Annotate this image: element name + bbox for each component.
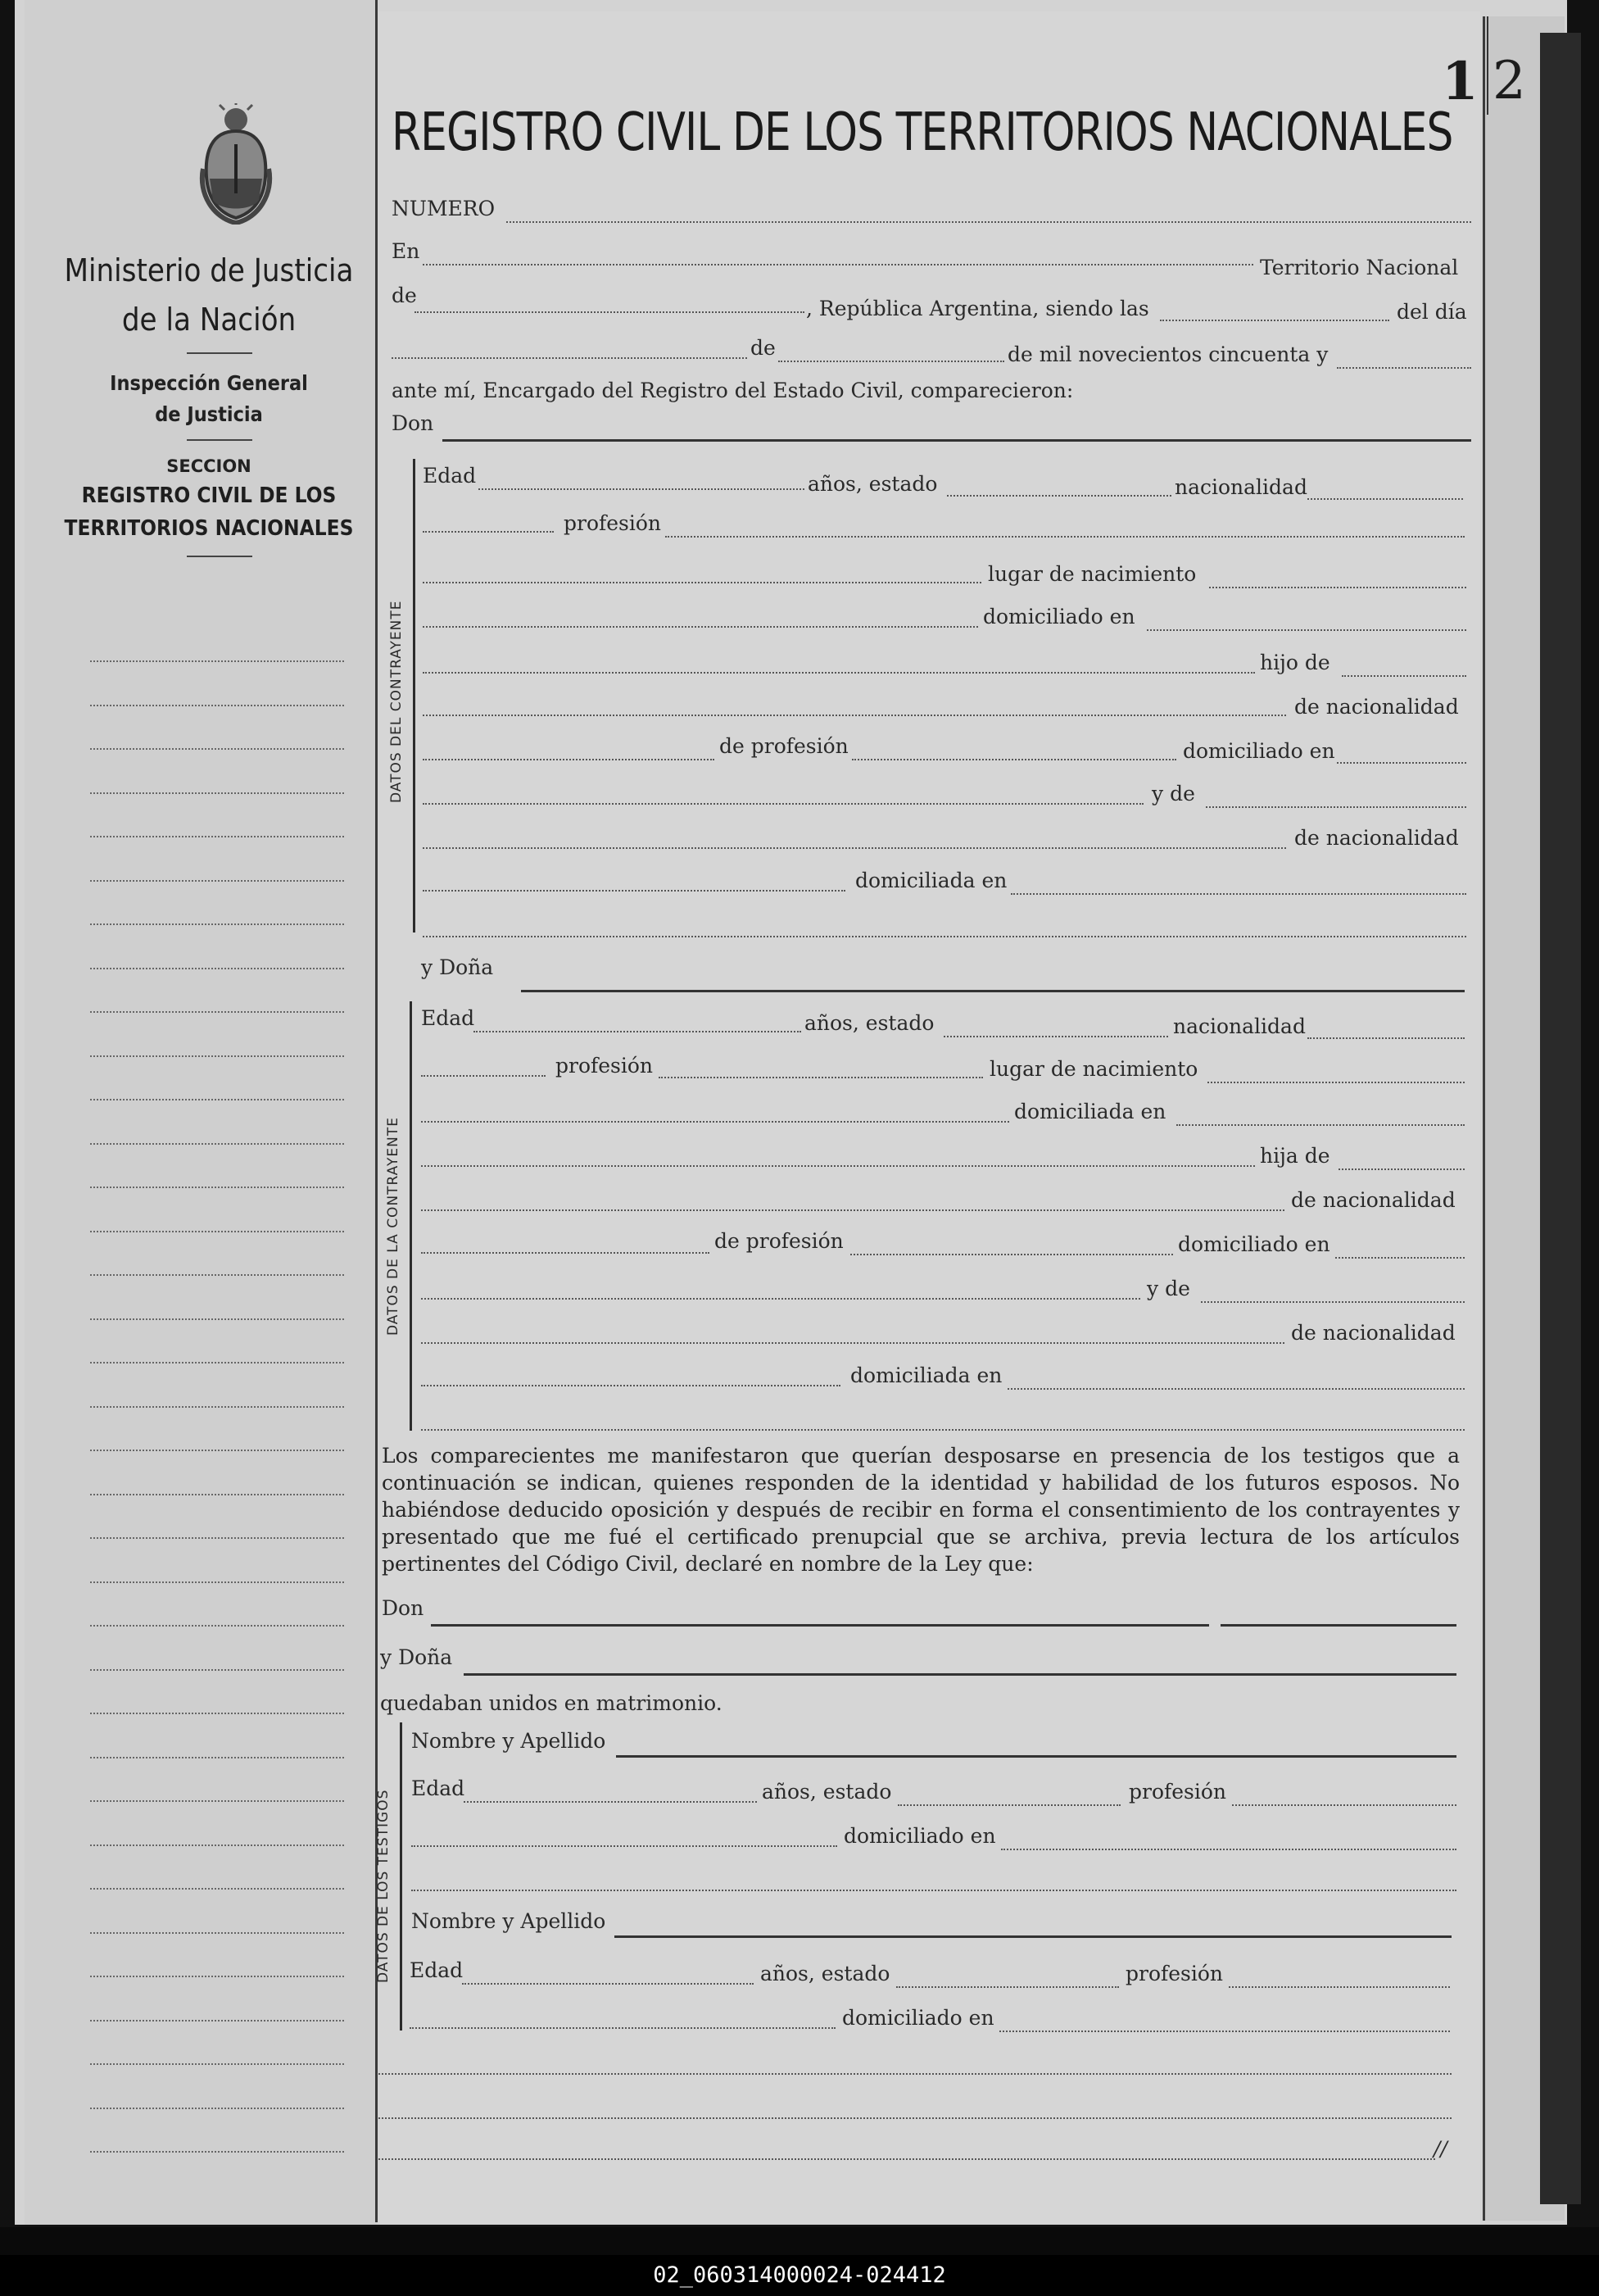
witness1-edad-field[interactable] [464, 1801, 757, 1803]
bride-nacionalidad-label: nacionalidad [1173, 1014, 1306, 1038]
witness2-dom-pre-field[interactable] [410, 2027, 836, 2029]
section-name-line2: TERRITORIOS NACIONALES [64, 516, 354, 541]
sidebar-note-line[interactable] [90, 968, 344, 969]
groom-nacionalidad-field[interactable] [1307, 498, 1463, 500]
sidebar-note-line[interactable] [90, 1274, 344, 1276]
bride-padre-prof-field[interactable] [850, 1254, 1173, 1255]
witness-side-label: DATOS DE LOS TESTIGOS [375, 1789, 392, 1983]
witness2-profesion-label: profesión [1126, 1962, 1224, 1985]
sidebar-rule [187, 439, 252, 441]
page-number-part-a: 1 [1442, 51, 1479, 112]
declaration-paragraph: Los comparecientes me manifestaron que querían desposarse en presencia de los testigos que a continuación se indican, quienes responden de la identidad y habilidad de los futuros esposos. No habiéndose deducido oposición y después de recibir en forma el consentimiento de los contrayentes y presentado que me fué el certificado prenupcial que se archiva, previa lectura de los artículos pertinentes del Código Civil, declaré en nombre de la Ley que: [382, 1444, 1460, 1576]
groom-lugar-field[interactable] [1209, 587, 1466, 588]
sidebar-note-line[interactable] [90, 1362, 344, 1364]
bride-lugar-label: lugar de nacimiento [990, 1057, 1198, 1081]
hora-field[interactable] [1160, 320, 1389, 321]
witness1-nombre-label: Nombre y Apellido [411, 1729, 606, 1753]
witness2-edad-field[interactable] [462, 1983, 754, 1985]
closing-line-1[interactable] [378, 2073, 1452, 2075]
sidebar-note-line[interactable] [90, 1143, 344, 1145]
sidebar-note-line[interactable] [90, 836, 344, 837]
witness1-dom-pre-field[interactable] [411, 1845, 837, 1847]
bride-padre-dom2-field[interactable] [421, 1298, 1140, 1300]
groom-domiciliada-label: domiciliada en [855, 869, 1008, 892]
groom-extra-field[interactable] [423, 936, 1466, 937]
bride-padre-dom-field[interactable] [1335, 1257, 1465, 1259]
bride-domicilio-field[interactable] [1176, 1124, 1465, 1126]
sidebar-note-line[interactable] [90, 660, 344, 662]
numero-label: NUMERO [392, 197, 496, 220]
sidebar-note-line[interactable] [90, 1231, 344, 1232]
witness1-domiciliado-label: domiciliado en [844, 1824, 996, 1848]
decl-don-label: Don [382, 1596, 424, 1620]
don-label: Don [392, 411, 434, 435]
bride-estado-field[interactable] [944, 1036, 1168, 1037]
closing-line-2[interactable] [378, 2117, 1452, 2119]
bride-nacionalidad-field[interactable] [1307, 1037, 1465, 1039]
bride-anos-estado-label: años, estado [804, 1011, 935, 1035]
ante-mi-text: ante mí, Encargado del Registro del Estado Civil, comparecieron: [392, 379, 1074, 402]
bride-nacionalidad1-label: de nacionalidad [1291, 1188, 1456, 1212]
sidebar-note-line[interactable] [90, 1494, 344, 1495]
sidebar-note-line[interactable] [90, 1537, 344, 1539]
coat-of-arms-emblem [195, 103, 277, 225]
groom-profesion-label: profesión [564, 511, 662, 535]
book-edge [1540, 33, 1581, 2204]
bride-profesion-field[interactable] [659, 1077, 983, 1078]
sidebar-note-line[interactable] [90, 1011, 344, 1013]
witness2-domiciliado-label: domiciliado en [842, 2006, 994, 2030]
sidebar-note-line[interactable] [90, 1055, 344, 1057]
sidebar-note-line[interactable] [90, 2151, 344, 2153]
groom-profesion-field[interactable] [665, 536, 1465, 538]
witness2-dom-field[interactable] [999, 2031, 1450, 2032]
bride-nacionalidad2-label: de nacionalidad [1291, 1321, 1456, 1345]
bride-profesion-label: profesión [555, 1054, 654, 1078]
sidebar-note-line[interactable] [90, 1625, 344, 1627]
anio-field[interactable] [1337, 367, 1471, 369]
page-number-part-b: 2 [1493, 51, 1526, 111]
sidebar-note-line[interactable] [90, 1976, 344, 1977]
footer-image-id: 02_060314000024-024412 [0, 2255, 1599, 2296]
bride-y-dona-label: y Doña [421, 955, 494, 979]
groom-hijo-pre-field[interactable] [423, 672, 1255, 674]
territorio-label: Territorio Nacional [1260, 256, 1459, 279]
groom-hijo-field[interactable] [1342, 675, 1466, 677]
numero-field[interactable] [506, 221, 1471, 223]
sidebar-rule [187, 556, 252, 557]
inspection-line2: de Justicia [155, 402, 263, 426]
bride-lugar-field[interactable] [1207, 1082, 1465, 1083]
sidebar-note-line[interactable] [90, 2020, 344, 2021]
groom-nacionalidad2-label: de nacionalidad [1294, 826, 1459, 850]
section-name-line1: REGISTRO CIVIL DE LOS [81, 483, 337, 508]
witness1-profesion-field[interactable] [1232, 1804, 1456, 1806]
sidebar-note-line[interactable] [90, 792, 344, 794]
groom-edad-label: Edad [423, 464, 477, 488]
groom-bracket [413, 459, 420, 932]
sidebar-note-line[interactable] [90, 1845, 344, 1846]
witness1-anos-estado-label: años, estado [762, 1780, 892, 1804]
mes-field[interactable] [778, 361, 1004, 362]
sidebar-note-line[interactable] [90, 2063, 344, 2065]
groom-madre-dom-field[interactable] [1011, 893, 1466, 895]
bride-madre2-field[interactable] [421, 1342, 1284, 1344]
en-label: En [392, 239, 420, 263]
sidebar-rule [187, 352, 252, 354]
bride-padre-field[interactable] [421, 1209, 1284, 1211]
sidebar-note-line[interactable] [90, 748, 344, 750]
sidebar-note-line[interactable] [90, 880, 344, 882]
groom-padre-nac-field[interactable] [423, 759, 714, 760]
en-field[interactable] [423, 264, 1253, 265]
witness2-anos-estado-label: años, estado [760, 1962, 890, 1985]
witness2-edad-label: Edad [410, 1958, 464, 1982]
bride-hija-field[interactable] [1339, 1168, 1465, 1170]
groom-padre-field[interactable] [423, 715, 1286, 716]
decl-dona-field[interactable] [464, 1673, 1456, 1676]
groom-edad-field[interactable] [478, 488, 804, 490]
mil-novecientos-label: de mil novecientos cincuenta y [1008, 343, 1329, 366]
groom-estado-field[interactable] [947, 495, 1171, 497]
bride-madre-dom-field[interactable] [1008, 1388, 1465, 1390]
sidebar-note-line[interactable] [90, 1713, 344, 1714]
right-border [1483, 16, 1485, 2221]
sidebar-note-line[interactable] [90, 923, 344, 925]
sidebar-note-line[interactable] [90, 1406, 344, 1408]
dia-field[interactable] [392, 357, 747, 359]
witness1-nombre-field[interactable] [616, 1755, 1456, 1758]
groom-hijo-label: hijo de [1260, 651, 1330, 674]
bride-extra-field[interactable] [421, 1429, 1465, 1431]
sidebar-note-line[interactable] [90, 705, 344, 706]
groom-profesion-pre-field[interactable] [423, 531, 554, 533]
groom-nacionalidad1-label: de nacionalidad [1294, 695, 1459, 719]
ministry-name-line1: Ministerio de Justicia [64, 252, 354, 288]
bride-domiciliado-label: domiciliado en [1178, 1232, 1330, 1256]
don-name-field[interactable] [442, 439, 1471, 442]
bride-domiciliada-label: domiciliada en [1014, 1100, 1166, 1123]
witness2-profesion-field[interactable] [1229, 1986, 1450, 1988]
groom-y-de-label: y de [1152, 782, 1195, 805]
sidebar-note-line[interactable] [90, 1099, 344, 1100]
de-field[interactable] [414, 311, 804, 313]
bride-profesion-pre-field[interactable] [421, 1075, 546, 1077]
witness1-extra-field[interactable] [411, 1890, 1456, 1891]
de2-label: de [750, 336, 776, 360]
witness-bracket [400, 1722, 407, 2031]
sidebar-note-line[interactable] [90, 1669, 344, 1671]
witness2-nombre-field[interactable] [614, 1935, 1452, 1938]
groom-lugar-label: lugar de nacimiento [988, 562, 1197, 586]
sidebar-note-line[interactable] [90, 1800, 344, 1802]
witness2-estado-field[interactable] [896, 1986, 1119, 1988]
groom-nacionalidad-label: nacionalidad [1175, 475, 1307, 499]
bride-bracket [410, 1001, 417, 1431]
end-mark: // [1434, 2137, 1447, 2161]
groom-anos-estado-label: años, estado [808, 472, 938, 496]
decl-don-field-2[interactable] [1221, 1624, 1456, 1627]
republica-label: , República Argentina, siendo las [806, 297, 1149, 320]
sidebar-note-line[interactable] [90, 1450, 344, 1451]
sidebar-note-line[interactable] [90, 1187, 344, 1188]
bride-domiciliada2-label: domiciliada en [850, 1364, 1003, 1387]
bride-hija-pre-field[interactable] [421, 1165, 1255, 1167]
sidebar-note-line[interactable] [90, 2108, 344, 2109]
sidebar-note-line[interactable] [90, 1888, 344, 1890]
groom-side-label: DATOS DEL CONTRAYENTE [388, 600, 405, 803]
bride-side-label: DATOS DE LA CONTRAYENTE [385, 1117, 401, 1336]
bride-madre-nac-field[interactable] [421, 1385, 840, 1386]
bride-y-de-label: y de [1147, 1277, 1190, 1300]
bride-name-field[interactable] [521, 990, 1465, 992]
decl-y-dona-label: y Doña [380, 1645, 453, 1669]
unidos-text: quedaban unidos en matrimonio. [380, 1691, 722, 1715]
groom-padre-dom-field[interactable] [1337, 762, 1466, 764]
bride-madre-field[interactable] [1201, 1301, 1465, 1303]
witness1-estado-field[interactable] [898, 1804, 1121, 1806]
page-title: REGISTRO CIVIL DE LOS TERRITORIOS NACIONALES [392, 102, 1453, 163]
decl-don-field[interactable] [431, 1624, 1209, 1627]
sidebar-note-line[interactable] [90, 1932, 344, 1934]
groom-lugar-pre-field[interactable] [423, 582, 981, 583]
de-label: de [392, 284, 417, 307]
witness1-edad-label: Edad [411, 1776, 465, 1800]
page-number-divider [1487, 16, 1488, 115]
section-label: SECCION [166, 456, 251, 476]
groom-padre-dom2-field[interactable] [423, 803, 1144, 805]
ministry-name-line2: de la Nación [121, 302, 297, 338]
groom-madre-field[interactable] [1206, 806, 1466, 808]
groom-domiciliado-label: domiciliado en [983, 605, 1135, 628]
bride-domicilio-pre-field[interactable] [421, 1121, 1009, 1123]
groom-padre-prof-field[interactable] [852, 759, 1176, 760]
groom-domiciliado2-label: domiciliado en [1183, 739, 1335, 763]
sidebar-note-line[interactable] [90, 1757, 344, 1758]
closing-line-3[interactable] [378, 2158, 1435, 2160]
groom-domicilio-pre-field[interactable] [423, 626, 978, 628]
bride-padre-nac-field[interactable] [421, 1252, 709, 1254]
groom-madre-nac-field[interactable] [423, 890, 845, 892]
groom-domicilio-field[interactable] [1147, 629, 1466, 631]
inspection-line1: Inspección General [110, 371, 308, 395]
witness1-profesion-label: profesión [1129, 1780, 1227, 1804]
groom-madre2-field[interactable] [423, 847, 1286, 849]
sidebar-note-line[interactable] [90, 1581, 344, 1583]
bride-hija-label: hija de [1260, 1144, 1330, 1168]
bride-edad-field[interactable] [473, 1031, 801, 1032]
witness1-dom-field[interactable] [1001, 1849, 1456, 1850]
witness2-nombre-label: Nombre y Apellido [411, 1909, 606, 1933]
sidebar-note-line[interactable] [90, 1318, 344, 1320]
bride-de-profesion-label: de profesión [714, 1229, 844, 1253]
groom-de-profesion-label: de profesión [719, 734, 849, 758]
bride-edad-label: Edad [421, 1006, 475, 1030]
del-dia-label: del día [1397, 300, 1467, 324]
